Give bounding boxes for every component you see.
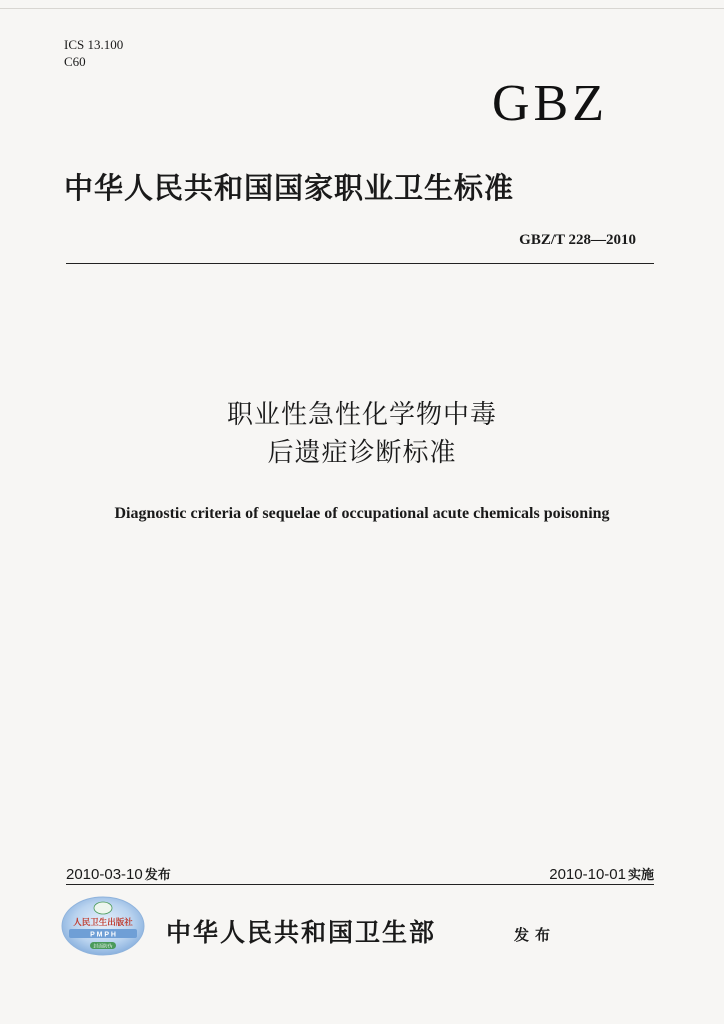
bottom-divider xyxy=(66,884,654,885)
ics-code: ICS 13.100 xyxy=(64,37,124,52)
issuing-body-title: 中华人民共和国国家职业卫生标准 xyxy=(64,171,515,205)
class-code: C60 xyxy=(64,54,86,69)
page-edge xyxy=(0,8,724,9)
implementation-date-value: 2010-10-01 xyxy=(549,866,626,883)
chinese-title-line-1: 职业性急性化学物中毒 xyxy=(226,400,497,430)
classification-codes xyxy=(64,36,123,70)
implementation-date xyxy=(549,864,654,883)
publisher-seal-logo xyxy=(60,895,146,957)
issue-date-suffix: 发布 xyxy=(144,868,171,883)
top-divider xyxy=(66,263,654,264)
seal-top-text: 人民卫生出版社 xyxy=(73,918,133,928)
implementation-date-suffix: 实施 xyxy=(627,868,654,883)
seal-badge: 封面防伪 xyxy=(93,944,113,950)
seal-letters: P M P H xyxy=(90,931,116,939)
standard-number: GBZ/T 228—2010 xyxy=(519,232,636,248)
gbz-logo: GBZ xyxy=(492,75,608,132)
chinese-title-line-2: 后遗症诊断标准 xyxy=(267,438,457,468)
chinese-title xyxy=(0,396,724,472)
issue-date xyxy=(66,864,171,883)
publish-label: 发布 xyxy=(514,926,557,944)
issue-date-value: 2010-03-10 xyxy=(66,866,143,883)
english-title: Diagnostic criteria of sequelae of occupational acute chemicals poisoning xyxy=(114,505,610,522)
publisher-name: 中华人民共和国卫生部 xyxy=(166,918,437,947)
